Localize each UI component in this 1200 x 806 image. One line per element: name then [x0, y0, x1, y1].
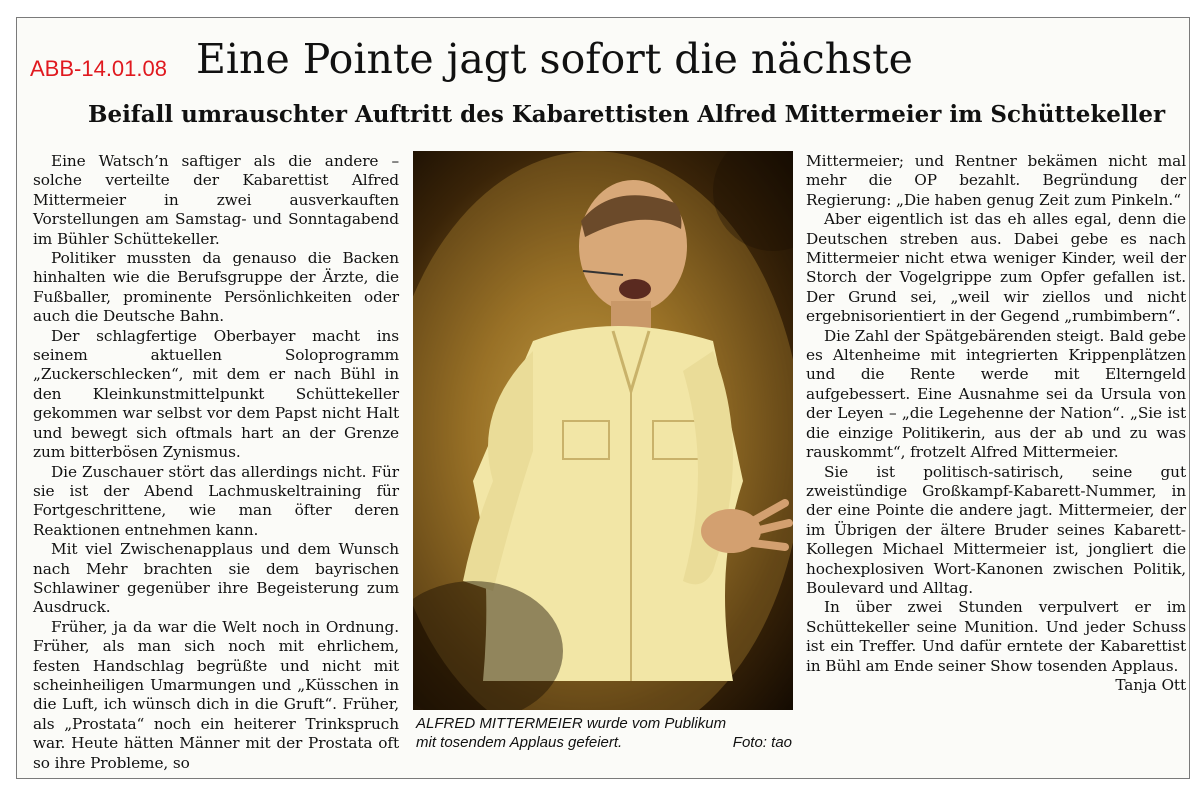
- paragraph: Aber eigentlich ist das eh alles egal, denn die Deutschen streben aus. Dabei gebe es nach Mittermeier nicht etwa weniger Kinder, weil der Storch der Vogelgrippe zum Opfer gefallen ist. Der Grund sei, „weil wir ziellos und nicht ergebnisorientiert in der Gegend „rumbimbern“.: [806, 210, 1186, 326]
- paragraph: In über zwei Stunden verpulvert er im Schüttekeller seine Munition. Und jeder Schuss ist ein Treffer. Und dafür erntete der Kabarettist in Bühl am Ende seiner Show tosenden Applaus.: [806, 598, 1186, 675]
- paragraph: Die Zuschauer stört das allerdings nicht. Für sie ist der Abend Lachmuskeltraining für Fortgeschrittene, wie man öfter deren Reaktionen entnehmen kann.: [33, 462, 399, 539]
- paragraph: Sie ist politisch-satirisch, seine gut zweistündige Großkampf-Kabarett-Nummer, in der eine Pointe die andere jagt. Mittermeier, der im Übrigen der ältere Bruder seines Kabarett-Kollegen Michael Mittermeier ist, jongliert die hochexplosiven Wort-Kanonen zwischen Politik, Boulevard und Alltag.: [806, 462, 1186, 597]
- paragraph: Der schlagfertige Oberbayer macht ins seinem aktuellen Soloprogramm „Zuckerschlecken“, mit dem er nach Bühl in den Kleinkunstmittelpunkt Schüttekeller gekommen war selbst vor dem Papst nicht Halt und bewegt sich oftmals hart an der Grenze zum bitterbösen Zynismus.: [33, 326, 399, 462]
- article-column-right: [806, 152, 1186, 695]
- performer-illustration: [413, 151, 793, 710]
- headline: Eine Pointe jagt sofort die nächste: [196, 35, 913, 83]
- paragraph: Mittermeier; und Rentner bekämen nicht mal mehr die OP bezahlt. Begründung der Regierung: „Die haben genug Zeit zum Pinkeln.“: [806, 152, 1186, 209]
- performer-photo: [413, 151, 793, 710]
- caption-line: mit tosendem Applaus gefeiert.: [416, 734, 623, 751]
- author-byline: Tanja Ott: [1115, 675, 1186, 694]
- photo-caption: [416, 714, 792, 752]
- caption-line: ALFRED MITTERMEIER wurde vom Publikum: [416, 715, 727, 732]
- photo-credit: Foto: tao: [732, 734, 792, 751]
- article-column-left: [33, 152, 399, 773]
- paragraph: Die Zahl der Spätgebärenden steigt. Bald gebe es Altenheime mit integrierten Krippenplätzen und die Rente werde mit Elterngeld aufgebessert. Eine Ausnahme sei da Ursula von der Leyen – „die Legehenne der Nation“. „Sie ist die einzige Politikerin, aus der ab und zu was rauskommt“, frotzelt Alfred Mittermeier.: [806, 326, 1186, 462]
- subheadline: Beifall umrauschter Auftritt des Kabarettisten Alfred Mittermeier im Schüttekeller: [88, 101, 1166, 128]
- paragraph: Mit viel Zwischenapplaus und dem Wunsch nach Mehr brachten sie dem bayrischen Schlawiner gegenüber ihre Begeisterung zum Ausdruck.: [33, 540, 399, 617]
- archive-stamp: ABB-14.01.08: [30, 56, 167, 81]
- paragraph: Früher, ja da war die Welt noch in Ordnung. Früher, als man sich noch mit ehrlichem, festen Handschlag begrüßte und nicht mit scheinheiligen Umarmungen und „Küsschen in die Luft, ich wünsch dich in die Gruft“. Früher, als „Prostata“ noch ein heiterer Trinkspruch war. Heute hätten Männer mit der Prostata oft so ihre Probleme, so: [33, 617, 399, 772]
- paragraph: Eine Watsch’n saftiger als die andere – solche verteilte der Kabarettist Alfred Mittermeier in zwei ausverkauften Vorstellungen am Samstag- und Sonntagabend im Bühler Schüttekeller.: [33, 152, 399, 248]
- paragraph: Politiker mussten da genauso die Backen hinhalten wie die Berufsgruppe der Ärzte, die Fußballer, prominente Persönlichkeiten oder auch die Deutsche Bahn.: [33, 249, 399, 326]
